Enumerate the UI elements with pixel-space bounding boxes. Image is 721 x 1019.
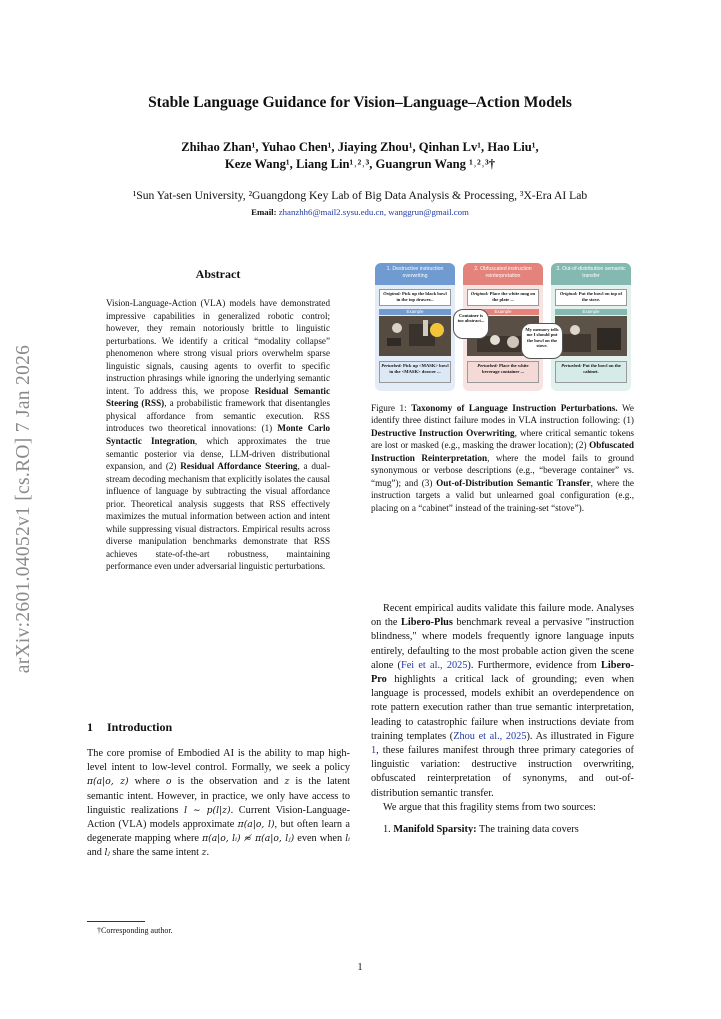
math-inline: π(a|o, lᵢ) ≉ π(a|o, lⱼ) [202, 833, 295, 845]
figure-1-caption [371, 402, 634, 514]
list-item [371, 823, 634, 837]
body-text: benchmark reveal a pervasive "instruction blindness," where models frequently ignore language inputs entirely, defaulting to the most probable action given the scene alone ( [371, 617, 634, 671]
abstract-bold: Residual Affordance Steering [180, 461, 298, 472]
intro-text: is the latent semantic intent. However, in practice, we only have access to linguistic realizations [87, 776, 350, 816]
abstract-heading: Abstract [195, 267, 241, 281]
math-inline: z [201, 847, 207, 859]
math-inline: o [165, 776, 172, 788]
paragraph-argue: We argue that this fragility stems from two sources: [383, 801, 596, 813]
list-item-text: The training data covers [476, 824, 579, 836]
caption-bold: Out-of-Distribution Semantic Transfer [436, 477, 591, 488]
caption-text: , where critical semantic tokens are lost or masked (e.g., masking the drawer location); (2) [371, 427, 635, 451]
thought-bubble-1: Container is too abstract... [453, 309, 489, 339]
abstract-text: Vision-Language-Action (VLA) models have demonstrated impressive capabilities in generalized robotic control; however, they remain notoriously brittle to linguistic perturbations. We identify a critical “modality collapse” phenomenon where strong visual priors overwhelm sparse linguistic signals, causing agents to overfit to specific instruction phrasings while ignoring the underlying semantic intent. To address this, we propose [106, 298, 330, 396]
caption-bold: Taxonomy of Language Instruction Perturbations. [411, 403, 618, 413]
body-text: , these failures manifest through three primary categories of linguistic variation: destructive instruction overwriting, obfuscated reinterpretation of synonyms, and out-of-distribution semantic transfer. [371, 745, 634, 799]
benchmark-name: Libero-Plus [401, 617, 453, 629]
figure-ref-link[interactable]: 1 [371, 745, 377, 757]
perturbed-text: Place the white beverage container ... [482, 363, 529, 374]
perturbed-text: Put the bowl on the cabinet. [582, 363, 621, 374]
intro-text: is the observation and [171, 776, 285, 788]
intro-text: The core promise of Embodied AI is the ability to map high-level intent to low-level control. Formally, we seek a policy [87, 748, 350, 774]
footnote: †Corresponding author. [97, 926, 173, 935]
abstract-bold: Residual Semantic Steering (RSS) [106, 385, 330, 409]
email-line [60, 207, 660, 217]
email-addresses[interactable]: zhanzhh6@mail2.sysu.edu.cn, wanggrun@gmail.com [278, 207, 469, 217]
intro-text: . Current Vision-Language-Action (VLA) models approximate [87, 804, 350, 831]
abstract-bold: Monte Carlo Syntactic Integration [106, 423, 331, 447]
benchmark-name: Libero-Pro [371, 659, 634, 686]
panel-header: 2. Obfuscated instruction reinterpretation [463, 263, 543, 285]
introduction-paragraph [87, 747, 350, 861]
panel-example-label: Example [467, 309, 539, 315]
panel-example-label: Example [379, 309, 451, 315]
paper-title: Stable Language Guidance for Vision–Language–Action Models [148, 94, 572, 111]
original-text: Pick up the black bowl in the top drawer... [396, 291, 447, 302]
original-label: Original: [559, 291, 578, 296]
intro-text: even when [294, 833, 346, 845]
body-text: ). Furthermore, evidence from [467, 659, 601, 671]
figure-panel-destructive [375, 263, 455, 391]
original-label: Original: [470, 291, 489, 296]
scene-illustration [555, 316, 627, 356]
intro-text: . [206, 847, 210, 859]
panel-header: 1. Destructive instruction overwriting [375, 263, 455, 285]
footnote-rule [87, 921, 145, 922]
panel-example-label: Example [555, 309, 627, 315]
caption-bold: Obfuscated Instruction Reinterpretation [371, 440, 634, 463]
intro-text: , but often learn a degenerate mapping where [87, 819, 350, 845]
caption-text: , where the instruction targets a valid but unlearned goal configuration (e.g., placing on a “cabinet” instead of the training-set “stove”). [371, 477, 634, 513]
figure-panel-ood [551, 263, 631, 391]
citation-link[interactable]: Fei et al., 2025 [400, 659, 468, 671]
abstract-text: , a probabilistic framework that disentangles physical affordance from semantic execution. RSS introduces two theoretical innovations: (1) [106, 398, 330, 434]
panel-original-instruction [467, 289, 539, 306]
section-number: 1 [87, 720, 93, 734]
page-number: 1 [357, 962, 363, 973]
authors-line-2: Keze Wang¹, Liang Lin¹˒²˒³, Guangrun Wang ¹˒²˒³† [224, 157, 496, 171]
panel-perturbed-instruction [555, 361, 627, 383]
perturbed-text: Pick up <MASK> bowl in the <MASK> drawer ... [389, 363, 449, 374]
panel-original-instruction [379, 289, 451, 306]
body-text: Recent empirical audits validate this failure mode. Analyses on the [371, 603, 634, 629]
math-inline: lⱼ [104, 847, 110, 859]
intro-text: share the same intent [109, 847, 202, 859]
intro-text: and [87, 847, 105, 859]
perturbed-label: Perturbed: [381, 363, 402, 368]
panel-perturbed-instruction [467, 361, 539, 383]
math-inline: π(a|o, z) [87, 776, 129, 788]
original-text: Place the white mug on the plate ... [489, 291, 536, 302]
affiliations: ¹Sun Yat-sen University, ²Guangdong Key Lab of Big Data Analysis & Processing, ³X-Era AI Lab [132, 189, 588, 202]
robot-scene-image [555, 316, 627, 356]
perturbed-label: Perturbed: [561, 363, 582, 368]
citation-link[interactable]: Zhou et al., 2025 [453, 730, 527, 742]
original-text: Put the bowl on top of the stove. [578, 291, 623, 302]
author-list [60, 139, 660, 173]
arxiv-stamp: arXiv:2601.04052v1 [cs.RO] 7 Jan 2026 [13, 344, 34, 674]
body-text: ). As illustrated in Figure [526, 730, 635, 742]
caption-label: Figure 1: [371, 403, 407, 413]
abstract-text: , which approximates the true semantic posterior via dense, LLM-driven distributional expansion, and (2) [106, 436, 330, 472]
list-number: 1. [383, 824, 391, 836]
caption-text: , where the model fails to ground synonymous or verbose descriptions (e.g., “beverage container” vs. “mug”); and (3) [371, 452, 634, 488]
math-inline: z [284, 776, 290, 788]
math-inline: π(a|o, l) [237, 819, 275, 831]
thought-bubble-2: My memory tells me I should put the bowl on the stove. [521, 323, 563, 359]
email-label: Email: [251, 207, 277, 217]
authors-line-1: Zhihao Zhan¹, Yuhao Chen¹, Jiaying Zhou¹, Qinhan Lv¹, Hao Liu¹, [181, 140, 539, 154]
body-text: highlights a critical lack of grounding; even when language is processed, models exhibit an overdependence on rote pattern execution rather than true semantic interpretation, leading to catastrophic failure when instructions deviate from training templates ( [371, 674, 634, 742]
paragraph-audits [371, 602, 634, 801]
math-inline: lᵢ [345, 833, 351, 845]
abstract-text: , a dual-stream decoding mechanism that explicitly isolates the causal influence of language by subtracting the visual affordance prior. Theoretical analysis suggests that RSS effectively maximizes the mutual information between action and intent while suppressing visual distractors. Empirical results across diverse manipulation benchmarks demonstrate that RSS achieves state-of-the-art robustness, maintaining performance even under adversarial linguistic perturbations. [106, 461, 331, 572]
panel-header: 3. Out-of-distribution semantic transfer [551, 263, 631, 285]
figure-1 [371, 263, 634, 395]
section-title: Introduction [107, 720, 173, 734]
panel-original-instruction [555, 289, 627, 306]
caption-bold: Destructive Instruction Overwriting [371, 427, 515, 438]
abstract-body [106, 297, 330, 573]
math-inline: l ∼ p(l|z) [184, 804, 231, 816]
right-column-body [371, 602, 634, 837]
original-label: Original: [383, 291, 401, 296]
list-item-bold: Manifold Sparsity: [393, 824, 477, 836]
perturbed-label: Perturbed: [477, 363, 498, 368]
intro-text: where [128, 776, 166, 788]
confused-emoji-icon [430, 323, 444, 337]
section-heading-introduction [87, 720, 172, 735]
caption-text: We identify three distinct failure modes in VLA instruction following: (1) [371, 403, 634, 426]
panel-perturbed-instruction [379, 361, 451, 383]
